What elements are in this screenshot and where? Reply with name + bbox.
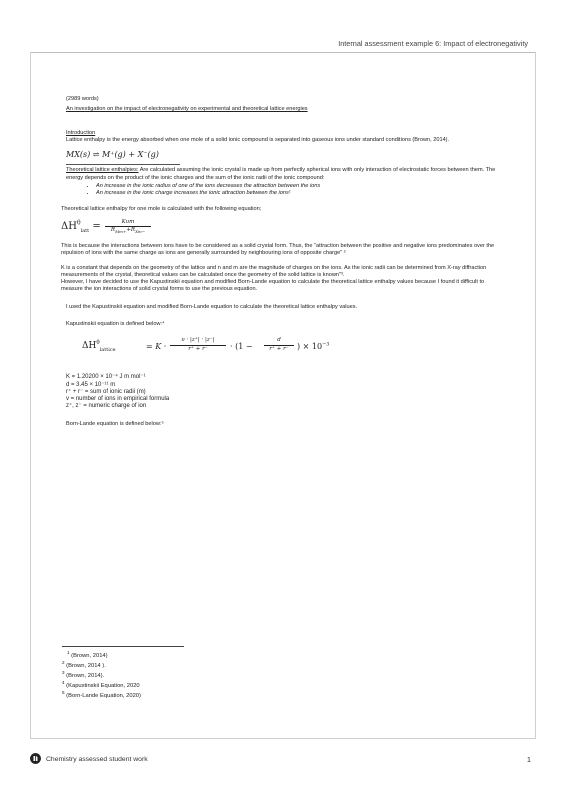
eq2-eq: = K · [146,342,167,352]
definition-line: z⁺, z⁻ = numeric charge of ion [66,403,147,410]
eq2-denominator-2: r⁺ + r⁻ [269,345,289,352]
eq2-sup: θ [96,340,100,347]
born-lande-label: Born-Lande equation is defined below:⁵ [66,421,164,428]
footnotes [62,651,141,701]
eq1-den-a-sub: Mm+ [115,229,127,235]
eq2-numerator-2: d [264,337,294,345]
theory-bullet-list [66,183,506,198]
definition-line: d = 3.45 × 10⁻¹¹ m [66,381,116,388]
eq1-equals: = [92,220,101,232]
footnote-item: $^5$ (Born-Lande Equation, 2020) [62,690,141,699]
eq2-tail: ) × 10 [297,342,323,352]
eq1-sub: latt [80,227,90,234]
lattice-equation [61,219,506,239]
ib-logo-icon [30,753,41,764]
intro-heading: Introduction [66,129,96,136]
kapustinskii-equation [66,334,506,364]
eq2-lhs: ΔH [82,341,97,352]
footnote-item: $^3$ (Brown, 2014). [62,670,105,679]
intro-text: Lattice enthalpy is the energy absorbed when one mole of a solid ionic compound is separated into gaseous ions under standard conditions (Brown, 2014). [66,136,450,143]
bullet-item: • An increase in the ionic charge increases the ionic attraction between the ions¹ [96,190,506,197]
eq2-sub: lattice [99,347,116,354]
theoretical-heading: Theoretical lattice enthalpies: [66,167,139,174]
footnote-item: $^1$ (Brown, 2014) [67,650,108,659]
footnote-item: $^2$ (Brown, 2014 ). [62,660,106,669]
definition-line: v = number of ions in empirical formula [66,395,170,402]
eq1-lhs: ΔH [61,220,77,232]
eq1-den-a: R [110,227,116,234]
header-title: Internal assessment example 6: Impact of electronegativity [338,39,528,48]
word-count: (2989 words) [66,96,99,102]
section-separator [66,164,180,165]
definition-line: K = 1.20200 × 10⁻⁴ J m mol⁻¹ [66,374,146,381]
footnote-rule [62,646,184,647]
eq1-sup: θ [76,219,81,227]
kapustinskii-label: Kapustinskii equation is defined below:⁴ [66,321,165,328]
eq2-tail-sup: −3 [322,341,330,348]
eq1-den-plus: +R [126,227,136,234]
paragraph-4: I used the Kapustinskii equation and modified Born-Lande equation to calculate the theoretical lattice enthalpy values. [66,303,358,310]
eq2-mid: · (1 − [230,342,253,352]
paragraph-1: This is because the interactions between ions have to be considered as a solid crystal form. Thus, the "attraction between the positive and negative ions predominates over the repulsion of ions with the same charge as ions are generally surrounded by neighbouring ions of opposite charge" ² [61,242,495,257]
footer-text: Chemistry assessed student work [46,756,148,763]
page-number: 1 [526,755,531,764]
reaction-equation: MX(s) ⇌ M⁺(g) + X⁻(g) [66,150,159,160]
footnote-item: $^4$ (Kapustinskii Equation, 2020 [62,680,140,689]
eq1-den-b-sub: Xm− [135,229,146,235]
document-title: An investigation on the impact of electronegativity on experimental and theoretical lattice energies [66,106,308,113]
calc-intro: Theoretical lattice enthalpy for one mole is calculated with the following equation; [61,205,262,212]
bullet-item: • An increase in the ionic radius of one of the ions decreases the attraction between the ions [96,183,506,190]
eq2-denominator: r⁺ + r⁻ [188,345,208,352]
definition-line: r⁺ + r⁻ = sum of ionic radii (m) [66,388,146,395]
eq1-numerator: Kυm [105,219,151,227]
theoretical-paragraph [66,167,506,182]
variable-definitions [66,374,506,410]
paragraph-3: However, I have decided to use the Kapustinskii equation and modified Born-Lande equation to calculate the theoretical lattice enthalpy values because I found it difficult to measure the ion interactions of solid crystal forms to use the previous equation. [61,279,485,293]
eq2-numerator: υ · |z⁺| · |z⁻| [170,337,226,345]
theoretical-text: Are calculated assuming the ionic crystal is made up from perfectly spherical ions with only interaction of electrostatic forces between them. The energy depends on the product of the ionic charges and the sum of the ionic radii of the ionic compound: [66,167,496,181]
document-body [61,96,506,429]
paragraph-2: K is a constant that depends on the geometry of the lattice and n and m are the magnitude of charges on the ions. As the ionic radii can be determined from X-ray diffraction measurements of the crystal, theoretical values can be calculated once the geometry of the solid lattice is known"³. [61,264,487,278]
